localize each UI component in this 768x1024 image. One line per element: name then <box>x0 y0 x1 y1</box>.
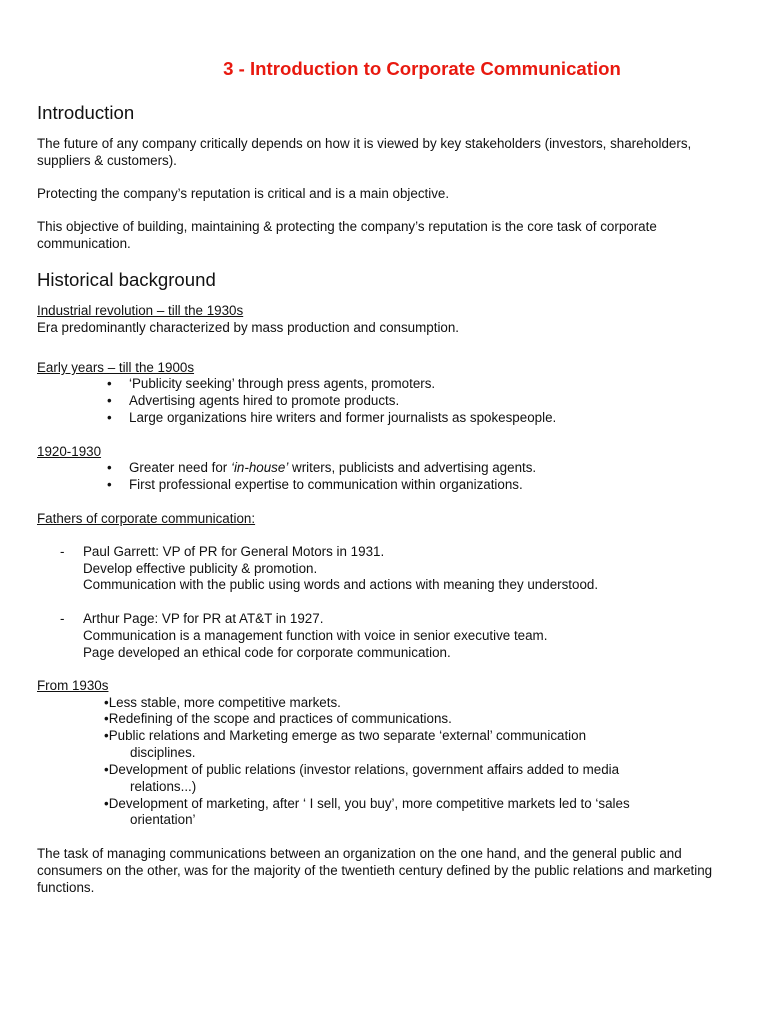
bullet-icon: • <box>104 762 109 777</box>
industrial-revolution-title: Industrial revolution – till the 1930s <box>37 303 244 318</box>
dash-icon: - <box>60 544 65 559</box>
from-1930s-bullet-3-cont: disciplines. <box>130 745 196 760</box>
intro-paragraph-1: The future of any company critically depends on how it is viewed by key stakeholders (investors, shareholders, suppliers & customers). <box>37 136 692 168</box>
early-bullet-1: ‘Publicity seeking’ through press agents, promoters. <box>129 376 436 391</box>
bullet-icon: • <box>107 376 112 391</box>
bullet-icon: • <box>107 410 112 425</box>
from-1930s-bullet-4 <box>104 762 619 779</box>
from-1930s-bullet-3 <box>104 728 586 745</box>
early-years-title: Early years – till the 1900s <box>37 360 195 375</box>
early-bullet-3: Large organizations hire writers and former journalists as spokespeople. <box>129 410 557 425</box>
twenties-title: 1920-1930 <box>37 444 102 459</box>
from-1930s-bullet-5 <box>104 796 630 813</box>
bullet-icon: • <box>104 796 109 811</box>
from-1930s-title: From 1930s <box>37 678 109 693</box>
in-house-emphasis: ‘in-house’ <box>230 460 289 475</box>
from-1930s-bullet-4-text: Development of public relations (investor relations, government affairs added to media <box>108 762 620 777</box>
closing-paragraph: The task of managing communications between an organization on the one hand, and the general public and consumers on the other, was for the majority of the twentieth century defined by the public relations and marketing functions. <box>37 846 713 895</box>
intro-paragraph-3: This objective of building, maintaining & protecting the company’s reputation is the core task of corporate communication. <box>37 219 657 251</box>
from-1930s-bullet-1-text: Less stable, more competitive markets. <box>108 695 341 710</box>
bullet-icon: • <box>104 728 109 743</box>
bullet-icon: • <box>107 460 112 475</box>
page-title: 3 - Introduction to Corporate Communication <box>223 58 621 79</box>
from-1930s-bullet-4-cont: relations...) <box>130 779 197 794</box>
from-1930s-bullet-5-cont: orientation’ <box>130 812 196 827</box>
intro-paragraph-2: Protecting the company’s reputation is critical and is a main objective. <box>37 186 450 201</box>
twenties-bullet-1 <box>129 460 536 477</box>
garrett-line-2: Develop effective publicity & promotion. <box>83 561 318 576</box>
from-1930s-bullet-5-text: Development of marketing, after ‘ I sell, you buy’, more competitive markets led to ‘sales <box>108 796 630 811</box>
page-line-1: Arthur Page: VP for PR at AT&T in 1927. <box>83 611 324 626</box>
fathers-title: Fathers of corporate communication: <box>37 511 256 526</box>
industrial-revolution-text: Era predominantly characterized by mass production and consumption. <box>37 320 460 335</box>
intro-heading: Introduction <box>37 102 135 123</box>
bullet-icon: • <box>104 711 109 726</box>
bullet-icon: • <box>104 695 109 710</box>
from-1930s-bullet-3-text: Public relations and Marketing emerge as two separate ‘external’ communication <box>108 728 587 743</box>
garrett-line-1: Paul Garrett: VP of PR for General Motors in 1931. <box>83 544 385 559</box>
page-line-3: Page developed an ethical code for corporate communication. <box>83 645 451 660</box>
dash-icon: - <box>60 611 65 626</box>
bullet-icon: • <box>107 393 112 408</box>
twenties-bullet-1-pre: Greater need for <box>129 460 231 475</box>
twenties-bullet-2: First professional expertise to communication within organizations. <box>129 477 523 492</box>
history-heading: Historical background <box>37 269 216 290</box>
twenties-bullet-1-post: writers, publicists and advertising agents. <box>288 460 537 475</box>
from-1930s-bullet-2-text: Redefining of the scope and practices of communications. <box>108 711 452 726</box>
early-bullet-2: Advertising agents hired to promote products. <box>129 393 400 408</box>
garrett-line-3: Communication with the public using words and actions with meaning they understood. <box>83 577 599 592</box>
from-1930s-bullet-1 <box>104 695 341 712</box>
page-line-2: Communication is a management function with voice in senior executive team. <box>83 628 548 643</box>
bullet-icon: • <box>107 477 112 492</box>
from-1930s-bullet-2 <box>104 711 452 728</box>
